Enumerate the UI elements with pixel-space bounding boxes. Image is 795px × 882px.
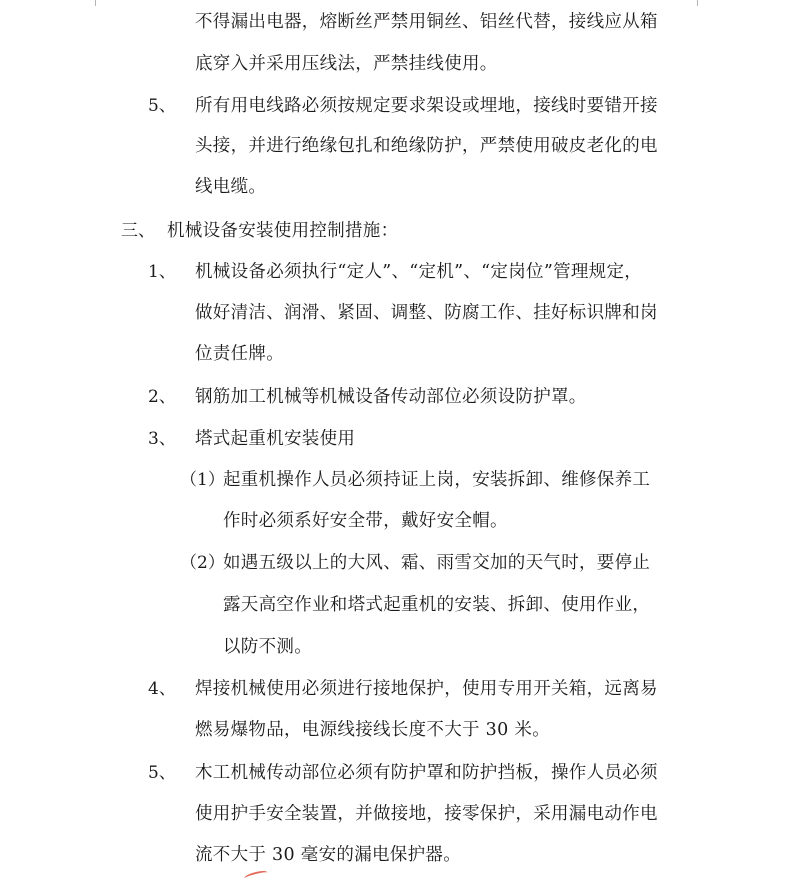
item-number: 1、 [148, 262, 176, 282]
text-line: 不得漏出电器，熔断丝严禁用铜丝、铝丝代替，接线应从箱 [195, 12, 658, 32]
item-number: 5、 [148, 96, 176, 116]
subitem-number: （1） [180, 470, 225, 490]
item-number: 4、 [148, 679, 176, 699]
text-line: 底穿入并采用压线法，严禁挂线使用。 [195, 54, 498, 74]
section-number: 三、 [121, 221, 155, 241]
subitem-number: （2） [180, 553, 225, 573]
text-line: 以防不测。 [223, 637, 312, 657]
text-line: 燃易爆物品，电源线接线长度不大于 30 米。 [195, 720, 550, 740]
text-line: 塔式起重机安装使用 [195, 429, 356, 449]
text-line: 露天高空作业和塔式起重机的安装、拆卸、使用作业， [223, 595, 651, 615]
text-line: 使用护手安全装置，并做接地，接零保护，采用漏电动作电 [195, 804, 658, 824]
item-number: 3、 [148, 429, 176, 449]
text-line: 作时必须系好安全带，戴好安全帽。 [223, 511, 508, 531]
text-line: 线电缆。 [195, 177, 267, 197]
page-corner-mark-left [95, 0, 96, 6]
text-line: 头接，并进行绝缘包扎和绝缘防护，严禁使用破皮老化的电 [195, 136, 658, 156]
text-line: 机械设备必须执行“定人”、“定机”、“定岗位”管理规定， [195, 262, 643, 282]
text-line: 位责任牌。 [195, 344, 284, 364]
text-line: 流不大于 30 毫安的漏电保护器。 [195, 845, 461, 865]
section-heading: 机械设备安装使用控制措施： [167, 221, 399, 241]
item-number: 5、 [148, 763, 176, 783]
text-line: 所有用电线路必须按规定要求架设或埋地，接线时要错开接 [195, 96, 658, 116]
text-line: 焊接机械使用必须进行接地保护，使用专用开关箱，远离易 [195, 679, 658, 699]
text-line: 如遇五级以上的大风、霜、雨雪交加的天气时，要停止 [223, 553, 651, 573]
text-line: 起重机操作人员必须持证上岗，安装拆卸、维修保养工 [223, 470, 651, 490]
text-line: 做好清洁、润滑、紧固、调整、防腐工作、挂好标识牌和岗 [195, 303, 658, 323]
text-line: 钢筋加工机械等机械设备传动部位必须设防护罩。 [195, 387, 587, 407]
item-number: 2、 [148, 387, 176, 407]
text-line: 木工机械传动部位必须有防护罩和防护挡板，操作人员必须 [195, 763, 658, 783]
page-corner-mark-right [697, 0, 698, 6]
